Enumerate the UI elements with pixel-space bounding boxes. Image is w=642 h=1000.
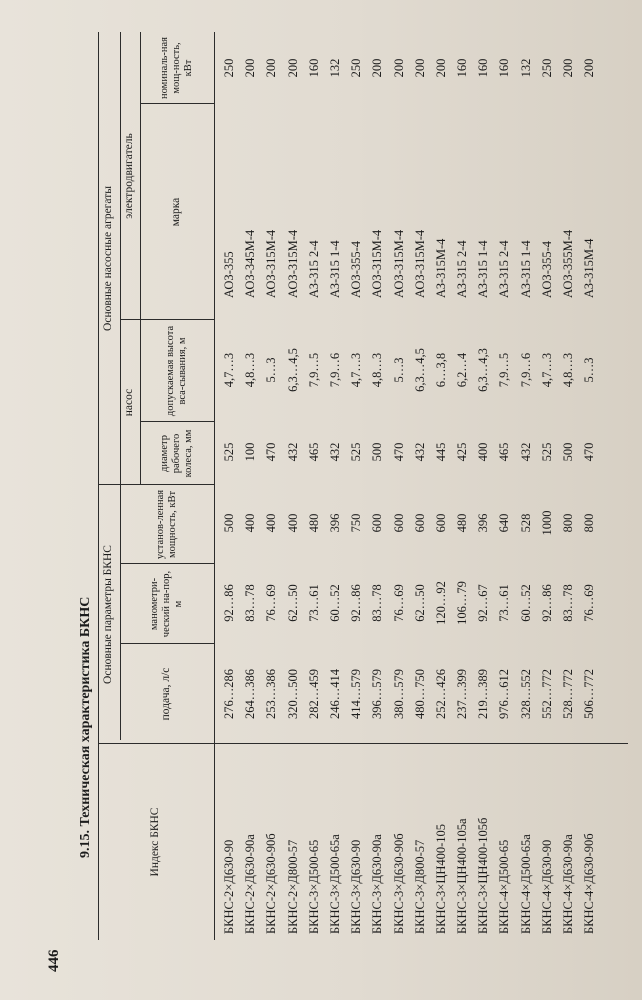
header-supply: подача, л/с xyxy=(160,667,173,721)
suction-cell: 4,8…3 xyxy=(370,352,385,388)
table-row xyxy=(474,32,495,940)
index-cell: БКНС-3×ЦН400-105а xyxy=(455,818,470,934)
index-cell: БКНС-3×Д800-57 xyxy=(412,839,427,934)
index-cell: БКНС-4×Д630-90 xyxy=(539,839,554,934)
table-row xyxy=(347,32,368,940)
brand-cell: АОЗ-355-4 xyxy=(539,240,554,298)
suction-cell: 6,3…4,3 xyxy=(476,348,491,392)
brand-cell: АОЗ-315М-4 xyxy=(412,229,427,298)
suction-cell: 6,2…4 xyxy=(455,352,470,388)
suction-cell: 7,9…6 xyxy=(327,352,342,388)
supply-cell: 976…612 xyxy=(497,669,512,719)
index-cell: БКНС-3×Д630-90а xyxy=(370,834,385,934)
page-number: 446 xyxy=(46,949,62,972)
header-pump: насос xyxy=(123,388,136,417)
supply-cell: 264…386 xyxy=(243,669,258,719)
table-row xyxy=(262,32,283,940)
suction-cell: 7,9…5 xyxy=(497,352,512,388)
installed-power-cell: 640 xyxy=(497,513,512,533)
table-row xyxy=(326,32,347,940)
head-cell: 62…50 xyxy=(285,584,300,622)
table-row xyxy=(453,32,474,940)
head-cell: 83…78 xyxy=(243,584,258,622)
impeller-cell: 432 xyxy=(518,442,533,462)
installed-power-cell: 500 xyxy=(222,513,236,533)
impeller-cell: 525 xyxy=(539,442,554,462)
installed-power-cell: 400 xyxy=(285,513,300,533)
rated-power-cell: 250 xyxy=(222,58,236,78)
impeller-cell: 400 xyxy=(476,442,491,462)
head-cell: 76…69 xyxy=(391,584,406,622)
suction-cell: 4,7…3 xyxy=(222,352,236,388)
header-pump-units: Основные насосные агрегаты xyxy=(102,186,115,331)
brand-cell: АЗ-315 2-4 xyxy=(497,240,512,298)
suction-cell: 6,3…4,5 xyxy=(285,348,300,392)
suction-cell: 5…3 xyxy=(264,357,279,383)
brand-cell: АОЗ-355 xyxy=(222,251,236,298)
supply-cell: 246…414 xyxy=(327,669,342,719)
installed-power-cell: 750 xyxy=(349,513,364,533)
table-row xyxy=(580,32,601,940)
impeller-cell: 425 xyxy=(455,442,470,462)
suction-cell: 4,7…3 xyxy=(539,352,554,388)
table-row xyxy=(390,32,411,940)
rated-power-cell: 200 xyxy=(243,58,258,78)
impeller-cell: 470 xyxy=(582,442,597,462)
head-cell: 83…78 xyxy=(561,584,575,622)
installed-power-cell: 396 xyxy=(327,513,342,533)
supply-cell: 396…579 xyxy=(370,669,385,719)
head-cell: 76…69 xyxy=(264,584,279,622)
rated-power-cell: 250 xyxy=(349,58,364,78)
table-title: 9.15. Техническая характеристика БКНС xyxy=(78,596,93,858)
installed-power-cell: 800 xyxy=(582,513,597,533)
brand-cell: АОЗ-315М-4 xyxy=(285,229,300,298)
installed-power-cell: 400 xyxy=(264,513,279,533)
rated-power-cell: 200 xyxy=(433,58,448,78)
rated-power-cell: 200 xyxy=(370,58,385,78)
supply-cell: 528…772 xyxy=(561,669,575,719)
brand-cell: АОЗ-355М-4 xyxy=(561,229,575,298)
suction-cell: 7,9…5 xyxy=(306,352,321,388)
header-installed-power: установ-ленная мощность, кВт xyxy=(155,489,178,560)
index-cell: БКНС-2×Д630-90б xyxy=(264,833,279,934)
brand-cell: АОЗ-355-4 xyxy=(349,240,364,298)
impeller-cell: 432 xyxy=(327,442,342,462)
impeller-cell: 432 xyxy=(412,442,427,462)
impeller-cell: 525 xyxy=(222,442,236,462)
rated-power-cell: 200 xyxy=(582,58,597,78)
brand-cell: АЗ-315 1-4 xyxy=(518,240,533,298)
index-cell: БКНС-4×Д500-65а xyxy=(518,834,533,934)
installed-power-cell: 1000 xyxy=(539,510,554,536)
rated-power-cell: 132 xyxy=(518,58,533,78)
table-row xyxy=(368,32,389,940)
index-cell: БКНС-2×Д630-90 xyxy=(222,839,236,934)
rated-power-cell: 200 xyxy=(412,58,427,78)
rated-power-cell: 200 xyxy=(285,58,300,78)
supply-cell: 480…750 xyxy=(412,669,427,719)
supply-cell: 380…579 xyxy=(391,669,406,719)
index-cell: БКНС-4×Д630-90а xyxy=(561,834,575,934)
supply-cell: 328…552 xyxy=(518,669,533,719)
header-rated-power: номиналь-ная мощ-ность, кВт xyxy=(159,37,194,99)
installed-power-cell: 800 xyxy=(561,513,575,533)
installed-power-cell: 528 xyxy=(518,513,533,533)
suction-cell: 5…3 xyxy=(391,357,406,383)
supply-cell: 552…772 xyxy=(539,669,554,719)
rated-power-cell: 160 xyxy=(476,58,491,78)
head-cell: 60…52 xyxy=(327,584,342,622)
installed-power-cell: 400 xyxy=(243,513,258,533)
table-row xyxy=(559,32,580,940)
rated-power-cell: 160 xyxy=(306,58,321,78)
head-cell: 120…92 xyxy=(433,581,448,625)
impeller-cell: 445 xyxy=(433,442,448,462)
supply-cell: 219…389 xyxy=(476,669,491,719)
brand-cell: АЗ-315 2-4 xyxy=(455,240,470,298)
installed-power-cell: 480 xyxy=(455,513,470,533)
supply-cell: 252…426 xyxy=(433,669,448,719)
table-row xyxy=(220,32,241,940)
brand-cell: АЗ-315М-4 xyxy=(582,238,597,298)
index-cell: БКНС-4×Д630-90б xyxy=(582,833,597,934)
supply-cell: 282…459 xyxy=(306,669,321,719)
impeller-cell: 470 xyxy=(264,442,279,462)
rated-power-cell: 160 xyxy=(497,58,512,78)
suction-cell: 4,7…3 xyxy=(349,352,364,388)
head-cell: 92…67 xyxy=(476,584,491,622)
index-cell: БКНС-3×Д630-90б xyxy=(391,833,406,934)
impeller-cell: 500 xyxy=(561,442,575,462)
index-cell: БКНС-3×ЦН400-105б xyxy=(476,817,491,934)
rated-power-cell: 250 xyxy=(539,58,554,78)
index-cell: БКНС-4×Д500-65 xyxy=(497,839,512,934)
head-cell: 92…86 xyxy=(349,584,364,622)
brand-cell: АОЗ-315М-4 xyxy=(370,229,385,298)
installed-power-cell: 396 xyxy=(476,513,491,533)
suction-cell: 6,3…4,5 xyxy=(412,348,427,392)
index-cell: БКНС-3×Д630-90 xyxy=(349,839,364,934)
installed-power-cell: 600 xyxy=(391,513,406,533)
table-row xyxy=(495,32,516,940)
impeller-cell: 465 xyxy=(497,442,512,462)
suction-cell: 6…3,8 xyxy=(433,352,448,388)
head-cell: 92…86 xyxy=(222,584,236,622)
head-cell: 62…50 xyxy=(412,584,427,622)
installed-power-cell: 600 xyxy=(370,513,385,533)
table-row xyxy=(517,32,538,940)
impeller-cell: 525 xyxy=(349,442,364,462)
supply-cell: 276…286 xyxy=(222,669,236,719)
index-cell: БКНС-3×Д500-65 xyxy=(306,839,321,934)
installed-power-cell: 600 xyxy=(412,513,427,533)
index-cell: БКНС-3×Д500-65а xyxy=(327,834,342,934)
brand-cell: АЗ-315 1-4 xyxy=(327,240,342,298)
installed-power-cell: 600 xyxy=(433,513,448,533)
header-brand: марка xyxy=(170,197,183,227)
head-cell: 73…61 xyxy=(306,584,321,622)
header-suction-height: допускаемая высота вса-сывания, м xyxy=(165,325,188,417)
header-main-params: Основные параметры БКНС xyxy=(102,545,115,684)
supply-cell: 506…772 xyxy=(582,669,597,719)
index-cell: БКНС-3×ЦН400-105 xyxy=(433,823,448,934)
rated-power-cell: 200 xyxy=(264,58,279,78)
impeller-cell: 100 xyxy=(243,442,258,462)
head-cell: 73…61 xyxy=(497,584,512,622)
rated-power-cell: 200 xyxy=(561,58,575,78)
suction-cell: 7,9…6 xyxy=(518,352,533,388)
index-cell: БКНС-2×Д630-90а xyxy=(243,834,258,934)
brand-cell: АЗ-315 2-4 xyxy=(306,240,321,298)
table-row xyxy=(411,32,432,940)
table-row xyxy=(305,32,326,940)
suction-cell: 4,8…3 xyxy=(243,352,258,388)
index-cell: БКНС-2×Д800-57 xyxy=(285,839,300,934)
brand-cell: АОЗ-345М-4 xyxy=(243,229,258,298)
supply-cell: 237…399 xyxy=(455,669,470,719)
table-row xyxy=(432,32,453,940)
brand-cell: АОЗ-315М-4 xyxy=(391,229,406,298)
header-head: манометри-ческий на-пор, м xyxy=(149,570,184,638)
impeller-cell: 500 xyxy=(370,442,385,462)
table-row xyxy=(284,32,305,940)
header-bottom-rule xyxy=(214,32,215,940)
rated-power-cell: 132 xyxy=(327,58,342,78)
head-cell: 83…78 xyxy=(370,584,385,622)
rated-power-cell: 160 xyxy=(455,58,470,78)
brand-cell: АЗ-315М-4 xyxy=(433,238,448,298)
suction-cell: 4,8…3 xyxy=(561,352,575,388)
supply-cell: 253…386 xyxy=(264,669,279,719)
head-cell: 106…79 xyxy=(455,581,470,625)
impeller-cell: 432 xyxy=(285,442,300,462)
head-cell: 60…52 xyxy=(518,584,533,622)
brand-cell: АЗ-315 1-4 xyxy=(476,240,491,298)
head-cell: 76…69 xyxy=(582,584,597,622)
impeller-cell: 465 xyxy=(306,442,321,462)
supply-cell: 320…500 xyxy=(285,669,300,719)
header-impeller-diameter: диаметр рабочего колеса, мм xyxy=(159,429,194,478)
brand-cell: АОЗ-315М-4 xyxy=(264,229,279,298)
supply-cell: 414…579 xyxy=(349,669,364,719)
head-cell: 92…86 xyxy=(539,584,554,622)
suction-cell: 5…3 xyxy=(582,357,597,383)
header-motor: электродвигатель xyxy=(123,133,136,219)
table-body xyxy=(220,32,601,940)
table-row xyxy=(538,32,559,940)
installed-power-cell: 480 xyxy=(306,513,321,533)
rated-power-cell: 200 xyxy=(391,58,406,78)
impeller-cell: 470 xyxy=(391,442,406,462)
table-row xyxy=(241,32,262,940)
header-index: Индекс БКНС xyxy=(149,807,162,877)
